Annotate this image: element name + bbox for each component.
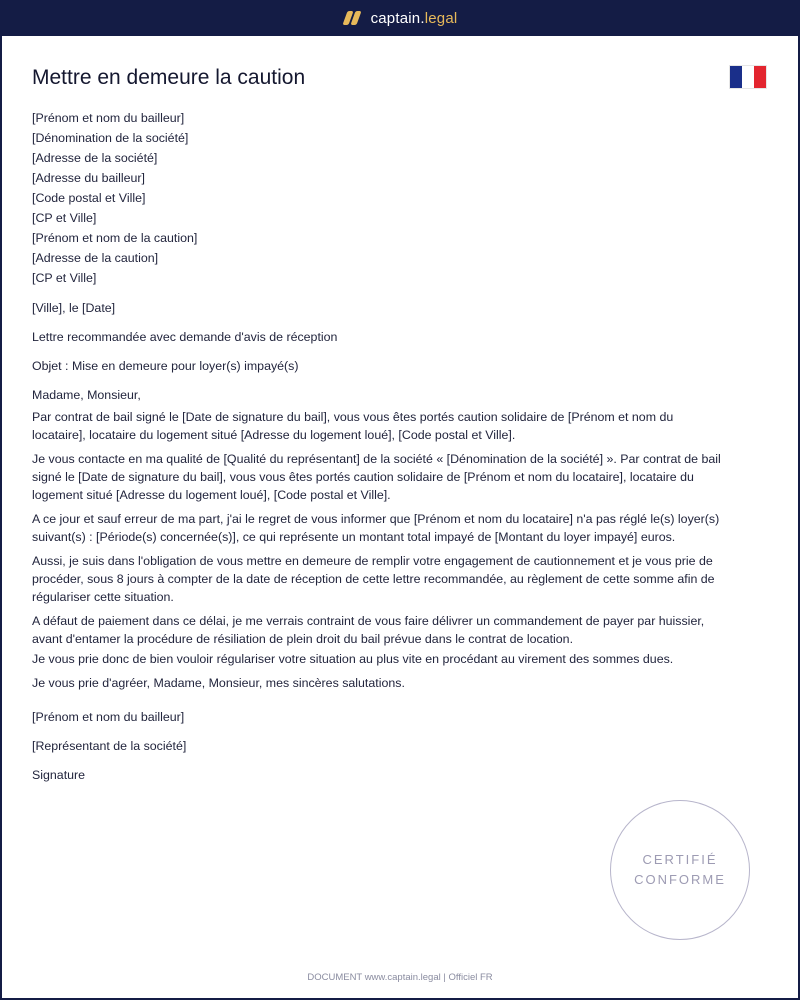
closing-paragraph: Je vous prie d'agréer, Madame, Monsieur, mes sincères salutations. <box>32 676 405 690</box>
signer-representative: [Représentant de la société] <box>32 739 187 753</box>
stamp-line: CERTIFIÉ <box>642 852 718 867</box>
paragraph: A ce jour et sauf erreur de ma part, j'ai le regret de vous informer que [Prénom et nom du locataire] n'a pas réglé le(s) loyer(s) suivant(s) : [Période(s) concernée(s)], ce qui représente un montant total impayé de [Montant du loyer impayé] euros. <box>32 512 720 544</box>
brand-wordmark <box>371 10 458 27</box>
address-line: [Adresse de la caution] <box>32 251 159 265</box>
paragraph: Par contrat de bail signé le [Date de signature du bail], vous vous êtes portés caution solidaire de [Prénom et nom du locataire], locataire du logement situé [Adresse du logement loué], [Code postal et Ville]. <box>32 410 674 442</box>
paragraph: Je vous contacte en ma qualité de [Qualité du représentant] de la société « [Dénomination de la société] ». Par contrat de bail signé le [Date de signature du bail], vous vous êtes portés caution solidaire de [Prénom et nom du locataire], locataire du logement situé [Adresse du logement loué], [Code postal et Ville]. <box>32 452 721 502</box>
paragraph: Aussi, je suis dans l'obligation de vous mettre en demeure de remplir votre engagement de cautionnement et je vous prie de procéder, sous 8 jours à compter de la date de réception de cette lettre recommandée, au règlement de cette somme afin de régulariser cette situation. <box>32 554 715 604</box>
address-line: [Prénom et nom de la caution] <box>32 231 198 245</box>
delivery-line: Lettre recommandée avec demande d'avis de réception <box>32 330 338 344</box>
subject-line: Objet : Mise en demeure pour loyer(s) impayé(s) <box>32 359 299 373</box>
top-bar <box>0 0 800 36</box>
letter-body <box>32 110 722 784</box>
certified-stamp <box>610 800 750 940</box>
footer-text: DOCUMENT www.captain.legal | Officiel FR <box>307 972 493 983</box>
document-title: Mettre en demeure la caution <box>32 66 306 89</box>
france-flag-icon <box>729 65 767 89</box>
address-block <box>32 110 722 290</box>
address-line: [Prénom et nom du bailleur] <box>32 111 185 125</box>
address-line: [CP et Ville] <box>32 211 97 225</box>
brand-tld: legal <box>424 9 458 27</box>
paragraph: A défaut de paiement dans ce délai, je me verrais contraint de vous faire délivrer un commandement de payer par huissier, avant d'entamer la procédure de résiliation de plein droit du bail prévue dans le contrat de location. <box>32 614 705 646</box>
paragraph: Je vous prie donc de bien vouloir régulariser votre situation au plus vite en procédant au virement des sommes dues. <box>32 652 674 666</box>
signer-name: [Prénom et nom du bailleur] <box>32 710 185 724</box>
brand-dot: . <box>420 9 425 27</box>
address-line: [Dénomination de la société] <box>32 131 189 145</box>
stamp-line: CONFORME <box>634 872 726 887</box>
salutation: Madame, Monsieur, <box>32 388 141 402</box>
address-line: [Adresse de la société] <box>32 151 158 165</box>
address-line: [Adresse du bailleur] <box>32 171 145 185</box>
brand-name: captain <box>370 9 421 27</box>
address-line: [CP et Ville] <box>32 271 97 285</box>
address-line: [Code postal et Ville] <box>32 191 146 205</box>
date-line: [Ville], le [Date] <box>32 301 116 315</box>
captain-legal-logo-icon <box>343 10 363 26</box>
signature-label: Signature <box>32 768 86 782</box>
brand-logo[interactable] <box>343 10 458 27</box>
